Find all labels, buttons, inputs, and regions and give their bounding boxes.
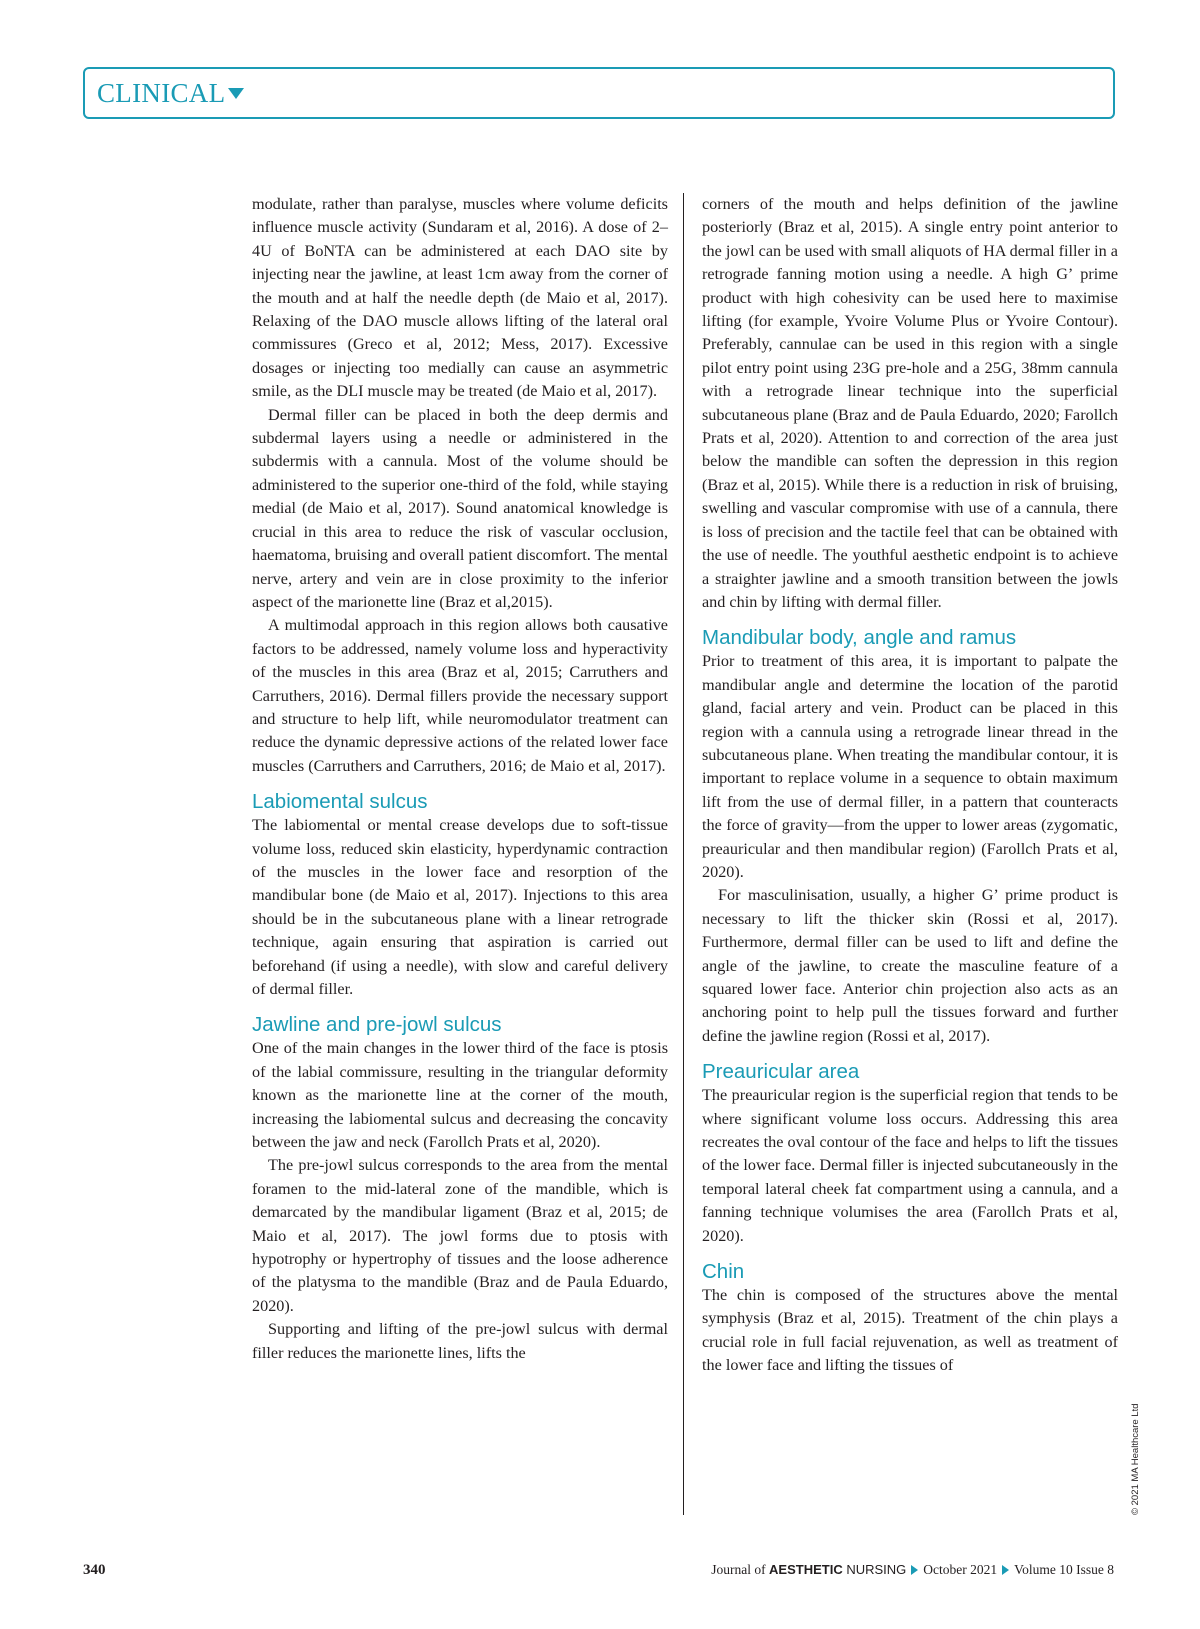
paragraph: For masculinisation, usually, a higher G’ prime product is necessary to lift the thicker skin (Rossi et al, 2017). Furthermore, dermal filler can be used to lift and define the angle of the jawline, to create the masculine feature of a squared lower face. Anterior chin projection also acts as an anchoring point to help pull the tissues forward and further define the jawline region (Rossi et al, 2017). [702, 886, 1118, 1045]
paragraph: Supporting and lifting of the pre-jowl sulcus with dermal filler reduces the marionette lines, lifts the [252, 1320, 668, 1362]
paragraph: The pre-jowl sulcus corresponds to the area from the mental foramen to the mid-lateral zone of the mandible, which is demarcated by the mandibular ligament (Braz et al, 2015; de Maio et al, 2017). The jowl forms due to ptosis with hypotrophy or hypertrophy of tissues and the loose adherence of the platysma to the mandible (Braz and de Paula Eduardo, 2020). [252, 1156, 668, 1315]
journal-suffix: NURSING [842, 1562, 907, 1577]
section-heading: Mandibular body, angle and ramus [702, 626, 1017, 650]
copyright-notice: © 2021 MA Healthcare Ltd [1130, 1403, 1141, 1515]
triangle-right-icon [1002, 1565, 1009, 1575]
section-heading: Preauricular area [702, 1060, 860, 1084]
section-label [97, 78, 244, 108]
issue-date: October 2021 [923, 1562, 998, 1577]
paragraph: The labiomental or mental crease develops due to soft-tissue volume loss, reduced skin elasticity, hyperdynamic contraction of the muscles in the lower face and resorption of the mandibular bone (de Maio et al, 2017). Injections to this area should be in the subcutaneous plane with a linear retrograde technique, again ensuring that aspiration is carried out beforehand (if using a needle), with slow and careful delivery of dermal filler. [252, 816, 668, 998]
volume-issue: Volume 10 Issue 8 [1014, 1562, 1114, 1577]
paragraph: The chin is composed of the structures above the mental symphysis (Braz et al, 2015). Treatment of the chin plays a crucial role in full facial rejuvenation, as well as treatment of the lower face and lifting the tissues of [702, 1286, 1118, 1375]
journal-prefix: Journal of [711, 1562, 770, 1577]
triangle-right-icon [911, 1565, 918, 1575]
section-heading: Jawline and pre-jowl sulcus [252, 1013, 502, 1037]
paragraph: modulate, rather than paralyse, muscles where volume deficits influence muscle activity (Sundaram et al, 2016). A dose of 2–4U of BoNTA can be administered at each DAO site by injecting near the jawline, at least 1cm away from the corner of the mouth and at half the needle depth (de Maio et al, 2017). Relaxing of the DAO muscle allows lifting of the lateral oral commissures (Greco et al, 2012; Mess, 2017). Excessive dosages or injecting too medially can cause an asymmetric smile, as the DLI muscle may be treated (de Maio et al, 2017). [252, 195, 668, 401]
paragraph: Prior to treatment of this area, it is important to palpate the mandibular angle and determine the location of the parotid gland, facial artery and vein. Product can be placed in this region with a cannula using a retrograde linear thread in the subcutaneous plane. When treating the mandibular contour, it is important to replace volume in a sequence to obtain maximum lift from the use of dermal filler, in a pattern that counteracts the force of gravity—from the upper to lower areas (zygomatic, preauricular and then mandibular region) (Farollch Prats et al, 2020). [702, 652, 1118, 881]
triangle-down-icon [228, 88, 244, 99]
section-heading: Chin [702, 1260, 745, 1284]
section-header [83, 67, 1115, 119]
paragraph: One of the main changes in the lower third of the face is ptosis of the labial commissure, resulting in the triangular deformity known as the marionette line at the corner of the mouth, increasing the labiomental sulcus and decreasing the concavity between the jaw and neck (Farollch Prats et al, 2020). [252, 1039, 668, 1152]
paragraph: A multimodal approach in this region allows both causative factors to be addressed, namely volume loss and hyperactivity of the muscles in this area (Braz et al, 2015; Carruthers and Carruthers, 2016). Dermal fillers provide the necessary support and structure to help lift, while neuromodulator treatment can reduce the dynamic depressive actions of the related lower face muscles (Carruthers and Carruthers, 2016; de Maio et al, 2017). [252, 616, 668, 775]
journal-footer [711, 1562, 1114, 1578]
right-column [702, 193, 1118, 1378]
left-column [252, 193, 668, 1365]
page-number: 340 [83, 1562, 106, 1578]
paragraph: Dermal filler can be placed in both the deep dermis and subdermal layers using a needle or administered in the subdermis with a cannula. Most of the volume should be administered to the superior one-third of the fold, while staying medial (de Maio et al, 2017). Sound anatomical knowledge is crucial in this area to reduce the risk of vascular occlusion, haematoma, bruising and overall patient discomfort. The mental nerve, artery and vein are in close proximity to the inferior aspect of the marionette line (Braz et al,2015). [252, 405, 668, 611]
section-heading: Labiomental sulcus [252, 790, 428, 814]
section-label-text: CLINICAL [97, 78, 226, 108]
column-divider [683, 193, 684, 1515]
journal-brand: AESTHETIC [769, 1562, 843, 1577]
paragraph: corners of the mouth and helps definition of the jawline posteriorly (Braz et al, 2015). A single entry point anterior to the jowl can be used with small aliquots of HA dermal filler in a retrograde fanning motion using a needle. A high G’ prime product with high cohesivity can be used here to maximise lifting (for example, Yvoire Volume Plus or Yvoire Contour). Preferably, cannulae can be used in this region with a single pilot entry point using 23G pre-hole and a 25G, 38mm cannula with a retrograde linear technique into the superficial subcutaneous plane (Braz and de Paula Eduardo, 2020; Farollch Prats et al, 2020). Attention to and correction of the area just below the mandible can soften the depression in this region (Braz et al, 2015). While there is a reduction in risk of bruising, swelling and vascular compromise with use of a cannula, there is loss of precision and the tactile feel that can be obtained with the use of needle. The youthful aesthetic endpoint is to achieve a straighter jawline and a smooth transition between the jowls and chin by lifting with dermal filler. [702, 195, 1118, 611]
paragraph: The preauricular region is the superficial region that tends to be where significant volume loss occurs. Addressing this area recreates the oval contour of the face and helps to lift the tissues of the lower face. Dermal filler is injected subcutaneously in the temporal lateral cheek fat compartment using a cannula, and a fanning technique volumises the area (Farollch Prats et al, 2020). [702, 1086, 1118, 1245]
